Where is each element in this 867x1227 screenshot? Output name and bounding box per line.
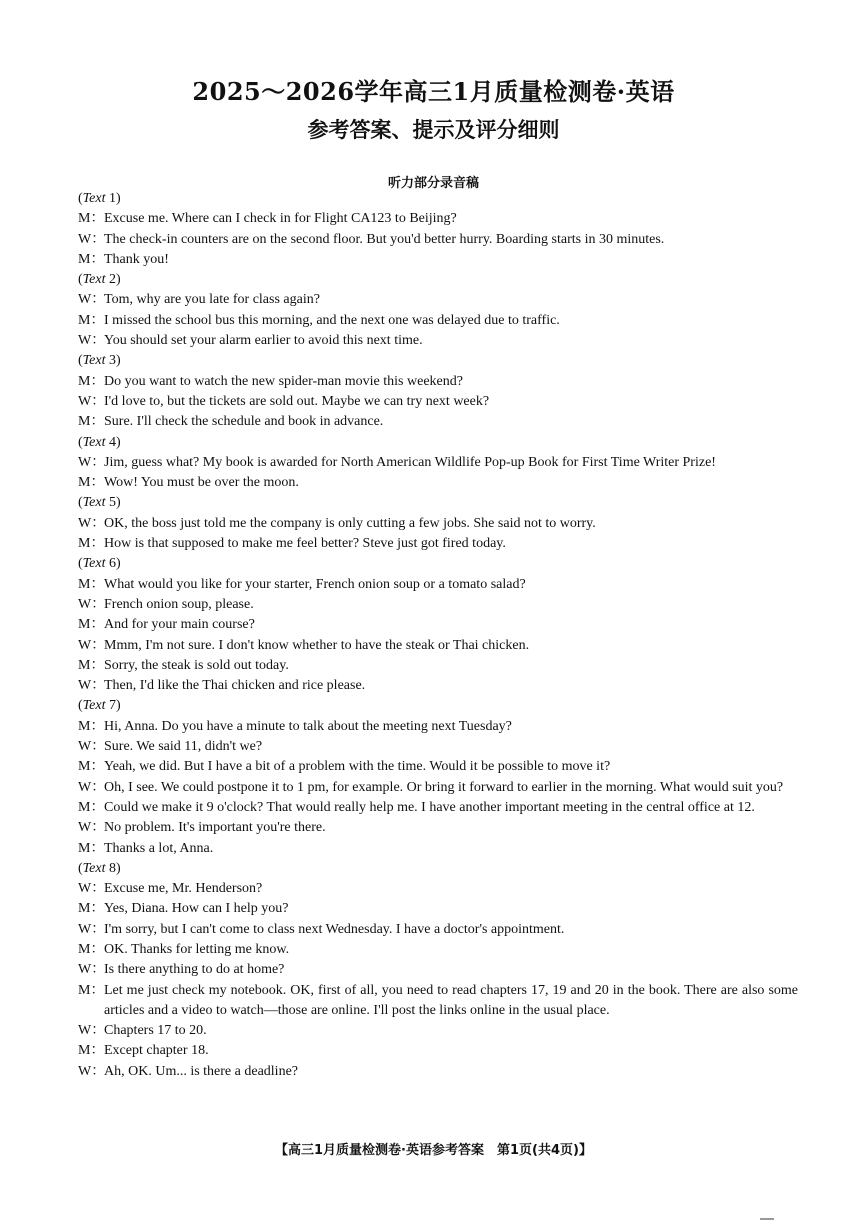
speaker-label: W： (78, 292, 106, 308)
utterance-text: Thanks a lot, Anna. (104, 840, 214, 856)
text-marker: (Text 2) (78, 272, 121, 288)
utterance-text: Sure. I'll check the schedule and book in advance. (104, 414, 384, 430)
utterance-text: Thank you! (104, 251, 169, 267)
text-marker-number: 4 (109, 434, 116, 450)
dialogue-line (78, 1062, 798, 1082)
speaker-label: M： (78, 251, 105, 267)
speaker-label: M： (78, 657, 105, 673)
utterance-text: Yeah, we did. But I have a bit of a problem with the time. Would it be possible to move it? (104, 759, 611, 775)
dialogue-line (78, 798, 798, 818)
utterance-text: Let me just check my notebook. OK, first of all, you need to read chapters 17, 19 and 20 in the book. There are also some articles and a video to watch—those are online. I'll post the links online in the usual place. (104, 982, 798, 1018)
speaker-label: M： (78, 536, 105, 552)
text-marker-label: Text (82, 353, 106, 369)
scan-mark (760, 1218, 774, 1220)
utterance-text: Then, I'd like the Thai chicken and rice please. (104, 678, 366, 694)
utterance-text: Oh, I see. We could postpone it to 1 pm, for example. Or bring it forward to earlier in the morning. What would suit you? (104, 779, 784, 795)
text-marker: (Text 3) (78, 353, 121, 369)
utterance-text: No problem. It's important you're there. (104, 820, 326, 836)
speaker-label: W： (78, 231, 106, 247)
utterance-text: Chapters 17 to 20. (104, 1023, 207, 1039)
speaker-label: M： (78, 982, 105, 998)
utterance-text: Sorry, the steak is sold out today. (104, 657, 289, 673)
utterance-text: French onion soup, please. (104, 596, 254, 612)
utterance-text: Excuse me, Mr. Henderson? (104, 881, 263, 897)
speaker-label: W： (78, 962, 106, 978)
speaker-label: W： (78, 779, 106, 795)
dialogue-line (78, 656, 798, 676)
dialogue-line (78, 879, 798, 899)
text-marker-label: Text (82, 191, 106, 206)
utterance-text: Tom, why are you late for class again? (104, 292, 320, 308)
utterance-text: OK. Thanks for letting me know. (104, 941, 290, 957)
utterance-text: The check-in counters are on the second floor. But you'd better hurry. Boarding starts in 30 minutes. (104, 231, 665, 247)
speaker-label: W： (78, 1063, 106, 1079)
speaker-label: M： (78, 475, 105, 491)
text-marker: (Text 1) (78, 191, 121, 206)
dialogue-line (78, 839, 798, 859)
text-marker-label: Text (82, 860, 106, 876)
text-marker-number: 7 (109, 698, 116, 714)
dialogue-line (78, 575, 798, 595)
dialogue-line (78, 595, 798, 615)
utterance-text: How is that supposed to make me feel better? Steve just got fired today. (104, 536, 506, 552)
text-marker-number: 1 (109, 191, 116, 206)
dialogue-line (78, 737, 798, 757)
page-subtitle: 参考答案、提示及评分细则 (307, 117, 560, 142)
speaker-label: M： (78, 617, 105, 633)
speaker-label: M： (78, 312, 105, 328)
utterance-text: Wow! You must be over the moon. (104, 475, 299, 491)
speaker-label: W： (78, 454, 106, 470)
utterance-text: Sure. We said 11, didn't we? (104, 739, 263, 755)
speaker-label: W： (78, 921, 106, 937)
utterance-text: Yes, Diana. How can I help you? (104, 901, 289, 917)
text-marker-number: 3 (109, 353, 116, 369)
utterance-text: Could we make it 9 o'clock? That would really help me. I have another important meeting in the central office at 12. (104, 799, 755, 815)
utterance-text: Jim, guess what? My book is awarded for North American Wildlife Pop-up Book for First Time Writer Prize! (104, 454, 716, 470)
speaker-label: M： (78, 211, 105, 227)
dialogue-line (78, 372, 798, 392)
text-marker: (Text 4) (78, 434, 121, 450)
dialogue-line (78, 514, 798, 534)
dialogue-line (78, 757, 798, 777)
dialogue-line (78, 717, 798, 737)
utterance-text: Hi, Anna. Do you have a minute to talk about the meeting next Tuesday? (104, 718, 512, 734)
dialogue-line (78, 331, 798, 351)
utterance-text: What would you like for your starter, French onion soup or a tomato salad? (104, 576, 526, 592)
dialogue-line (78, 209, 798, 229)
dialogue-line (78, 615, 798, 635)
utterance-text: Except chapter 18. (104, 1043, 209, 1059)
speaker-label: M： (78, 414, 105, 430)
dialogue-line (78, 676, 798, 696)
text-marker: (Text 7) (78, 698, 121, 714)
speaker-label: M： (78, 901, 105, 917)
speaker-label: W： (78, 678, 106, 694)
text-marker-label: Text (82, 698, 106, 714)
text-marker: (Text 8) (78, 860, 121, 876)
speaker-label: M： (78, 840, 105, 856)
speaker-label: M： (78, 1043, 105, 1059)
text-marker-number: 8 (109, 860, 116, 876)
speaker-label: M： (78, 373, 105, 389)
dialogue-line (78, 960, 798, 980)
dialogue-line (78, 453, 798, 473)
dialogue-line (78, 412, 798, 432)
text-marker: (Text 6) (78, 556, 121, 572)
utterance-text: Mmm, I'm not sure. I don't know whether to have the steak or Thai chicken. (104, 637, 530, 653)
speaker-label: W： (78, 333, 106, 349)
utterance-text: Is there anything to do at home? (104, 962, 285, 978)
speaker-label: W： (78, 881, 106, 897)
dialogue-line (78, 981, 798, 1022)
text-marker-label: Text (82, 272, 106, 288)
dialogue-line (78, 250, 798, 270)
dialogue-line (78, 1021, 798, 1041)
speaker-label: W： (78, 393, 106, 409)
utterance-text: And for your main course? (104, 617, 255, 633)
utterance-text: I'd love to, but the tickets are sold out. Maybe we can try next week? (104, 393, 490, 409)
speaker-label: W： (78, 637, 106, 653)
page-footer: 【高三1月质量检测卷·英语参考答案 第1页(共4页)】 (275, 1143, 592, 1158)
utterance-text: I'm sorry, but I can't come to class next Wednesday. I have a doctor's appointment. (104, 921, 565, 937)
speaker-label: M： (78, 576, 105, 592)
dialogue-line (78, 534, 798, 554)
utterance-text: You should set your alarm earlier to avoid this next time. (104, 333, 423, 349)
text-marker-label: Text (82, 495, 106, 511)
text-marker-number: 5 (109, 495, 116, 511)
text-marker-label: Text (82, 434, 106, 450)
utterance-text: OK, the boss just told me the company is only cutting a few jobs. She said not to worry. (104, 515, 596, 531)
text-marker-number: 2 (109, 272, 116, 288)
text-marker-number: 6 (109, 556, 116, 572)
section-heading: 听力部分录音稿 (387, 176, 479, 191)
speaker-label: M： (78, 941, 105, 957)
dialogue-line (78, 778, 798, 798)
speaker-label: W： (78, 739, 106, 755)
utterance-text: Do you want to watch the new spider-man movie this weekend? (104, 373, 463, 389)
page-title: 2025～2026学年高三1月质量检测卷·英语 (192, 77, 675, 106)
speaker-label: W： (78, 596, 106, 612)
dialogue-line (78, 920, 798, 940)
dialogue-line (78, 392, 798, 412)
speaker-label: W： (78, 820, 106, 836)
dialogue-line (78, 940, 798, 960)
text-marker-label: Text (82, 556, 106, 572)
utterance-text: I missed the school bus this morning, and the next one was delayed due to traffic. (104, 312, 560, 328)
text-marker: (Text 5) (78, 495, 121, 511)
dialogue-line (78, 230, 798, 250)
speaker-label: M： (78, 799, 105, 815)
dialogue-line (78, 818, 798, 838)
dialogue-line (78, 473, 798, 493)
utterance-text: Excuse me. Where can I check in for Flight CA123 to Beijing? (104, 211, 457, 227)
listening-transcript (78, 189, 798, 1082)
dialogue-line (78, 636, 798, 656)
dialogue-line (78, 1041, 798, 1061)
utterance-text: Ah, OK. Um... is there a deadline? (104, 1063, 298, 1079)
speaker-label: W： (78, 515, 106, 531)
speaker-label: W： (78, 1023, 106, 1039)
speaker-label: M： (78, 718, 105, 734)
dialogue-line (78, 899, 798, 919)
dialogue-line (78, 311, 798, 331)
dialogue-line (78, 290, 798, 310)
speaker-label: M： (78, 759, 105, 775)
